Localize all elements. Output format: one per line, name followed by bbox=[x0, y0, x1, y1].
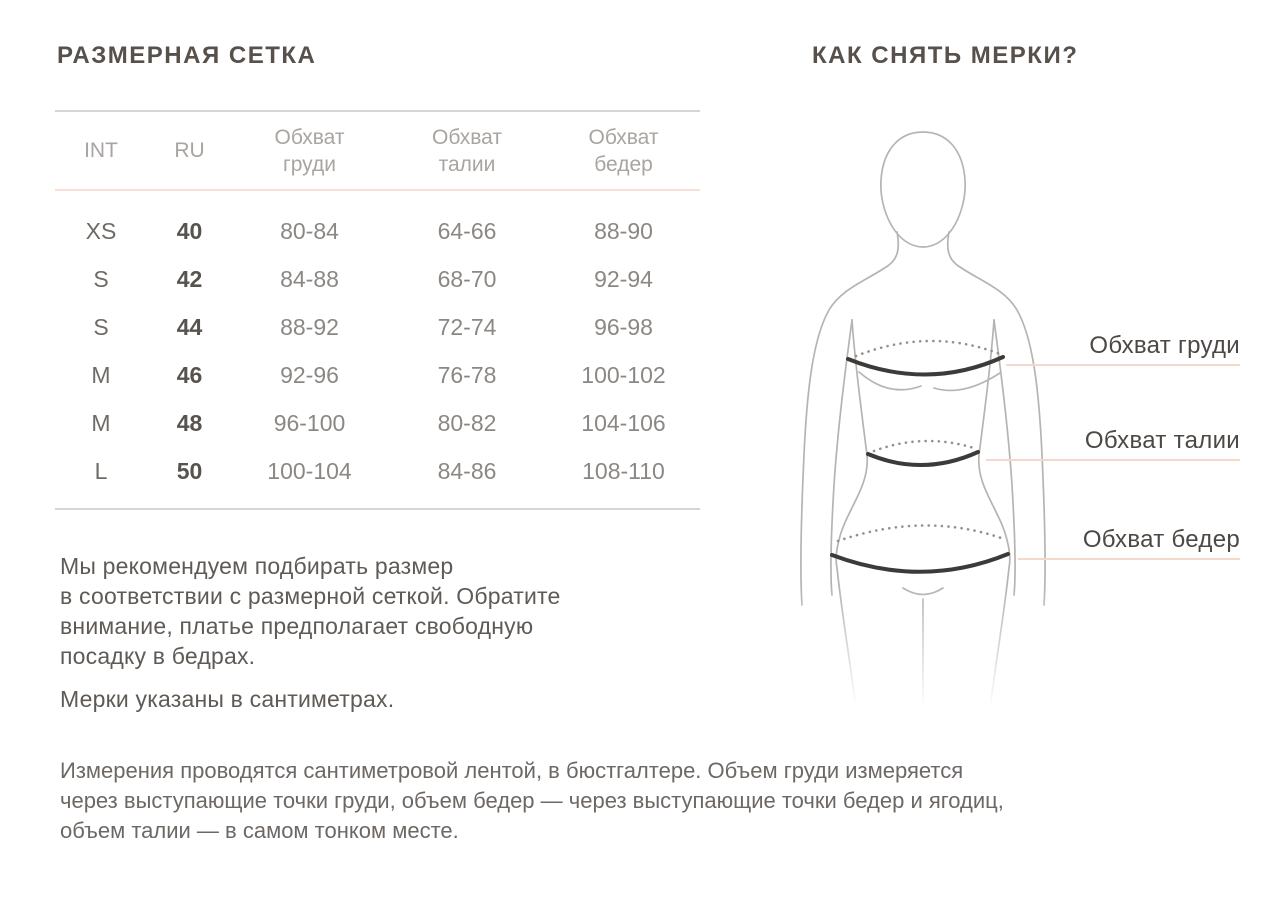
table-row: S 44 88-92 72-74 96-98 bbox=[93, 313, 653, 340]
col-header-hips: Обхват бедер bbox=[588, 125, 659, 176]
right-breast-curve bbox=[934, 373, 1000, 390]
size-table bbox=[55, 110, 700, 510]
chest-measure-label: Обхват груди bbox=[1089, 332, 1240, 359]
head-outline bbox=[881, 132, 965, 247]
col-header-int: INT bbox=[84, 139, 118, 162]
size-table-header-row bbox=[55, 112, 700, 191]
col-header-chest: Обхват груди bbox=[274, 125, 345, 176]
units-note: Мерки указаны в сантиметрах. bbox=[60, 686, 395, 712]
figure-fade bbox=[780, 565, 1070, 715]
col-header-waist: Обхват талии bbox=[432, 125, 502, 176]
measurement-instructions: Измерения проводятся сантиметровой лентой, в бюстгалтере. Объем груди измеряется через выступающие точки груди, объем бедер — через выступающие точки бедер и ягодиц, объем талии — в самом тонком месте. bbox=[60, 758, 1004, 843]
waist-leader-line bbox=[986, 459, 1240, 461]
table-row: M 48 96-100 80-82 104-106 bbox=[91, 409, 666, 436]
size-grid-title: РАЗМЕРНАЯ СЕТКА bbox=[57, 42, 317, 69]
chest-leader-line bbox=[1006, 364, 1240, 366]
size-table-body bbox=[55, 191, 700, 508]
chest-tape-band bbox=[848, 357, 1003, 375]
table-row: L 50 100-104 84-86 108-110 bbox=[94, 457, 665, 484]
table-row: M 46 92-96 76-78 100-102 bbox=[91, 361, 666, 388]
recommendation-note: Мы рекомендуем подбирать размер в соответствии с размерной сеткой. Обратите внимание, платье предполагает свободную посадку в бедрах. bbox=[60, 553, 561, 669]
hips-tape-dotted bbox=[838, 525, 1004, 541]
right-arm-outline bbox=[948, 232, 1045, 605]
left-arm-outline bbox=[801, 232, 898, 605]
chest-tape-dotted bbox=[856, 341, 1000, 356]
body-figure-illustration bbox=[780, 125, 1070, 715]
table-row: XS 40 80-84 64-66 88-90 bbox=[85, 217, 653, 244]
waist-tape-dotted bbox=[874, 441, 977, 451]
hips-measure-label: Обхват бедер bbox=[1082, 526, 1240, 553]
waist-measure-label: Обхват талии bbox=[1084, 427, 1240, 454]
waist-tape-band bbox=[868, 452, 978, 465]
table-row: S 42 84-88 68-70 92-94 bbox=[93, 265, 653, 292]
hips-leader-line bbox=[1018, 558, 1240, 560]
how-to-measure-title: КАК СНЯТЬ МЕРКИ? bbox=[812, 42, 1079, 69]
col-header-ru: RU bbox=[174, 139, 205, 162]
